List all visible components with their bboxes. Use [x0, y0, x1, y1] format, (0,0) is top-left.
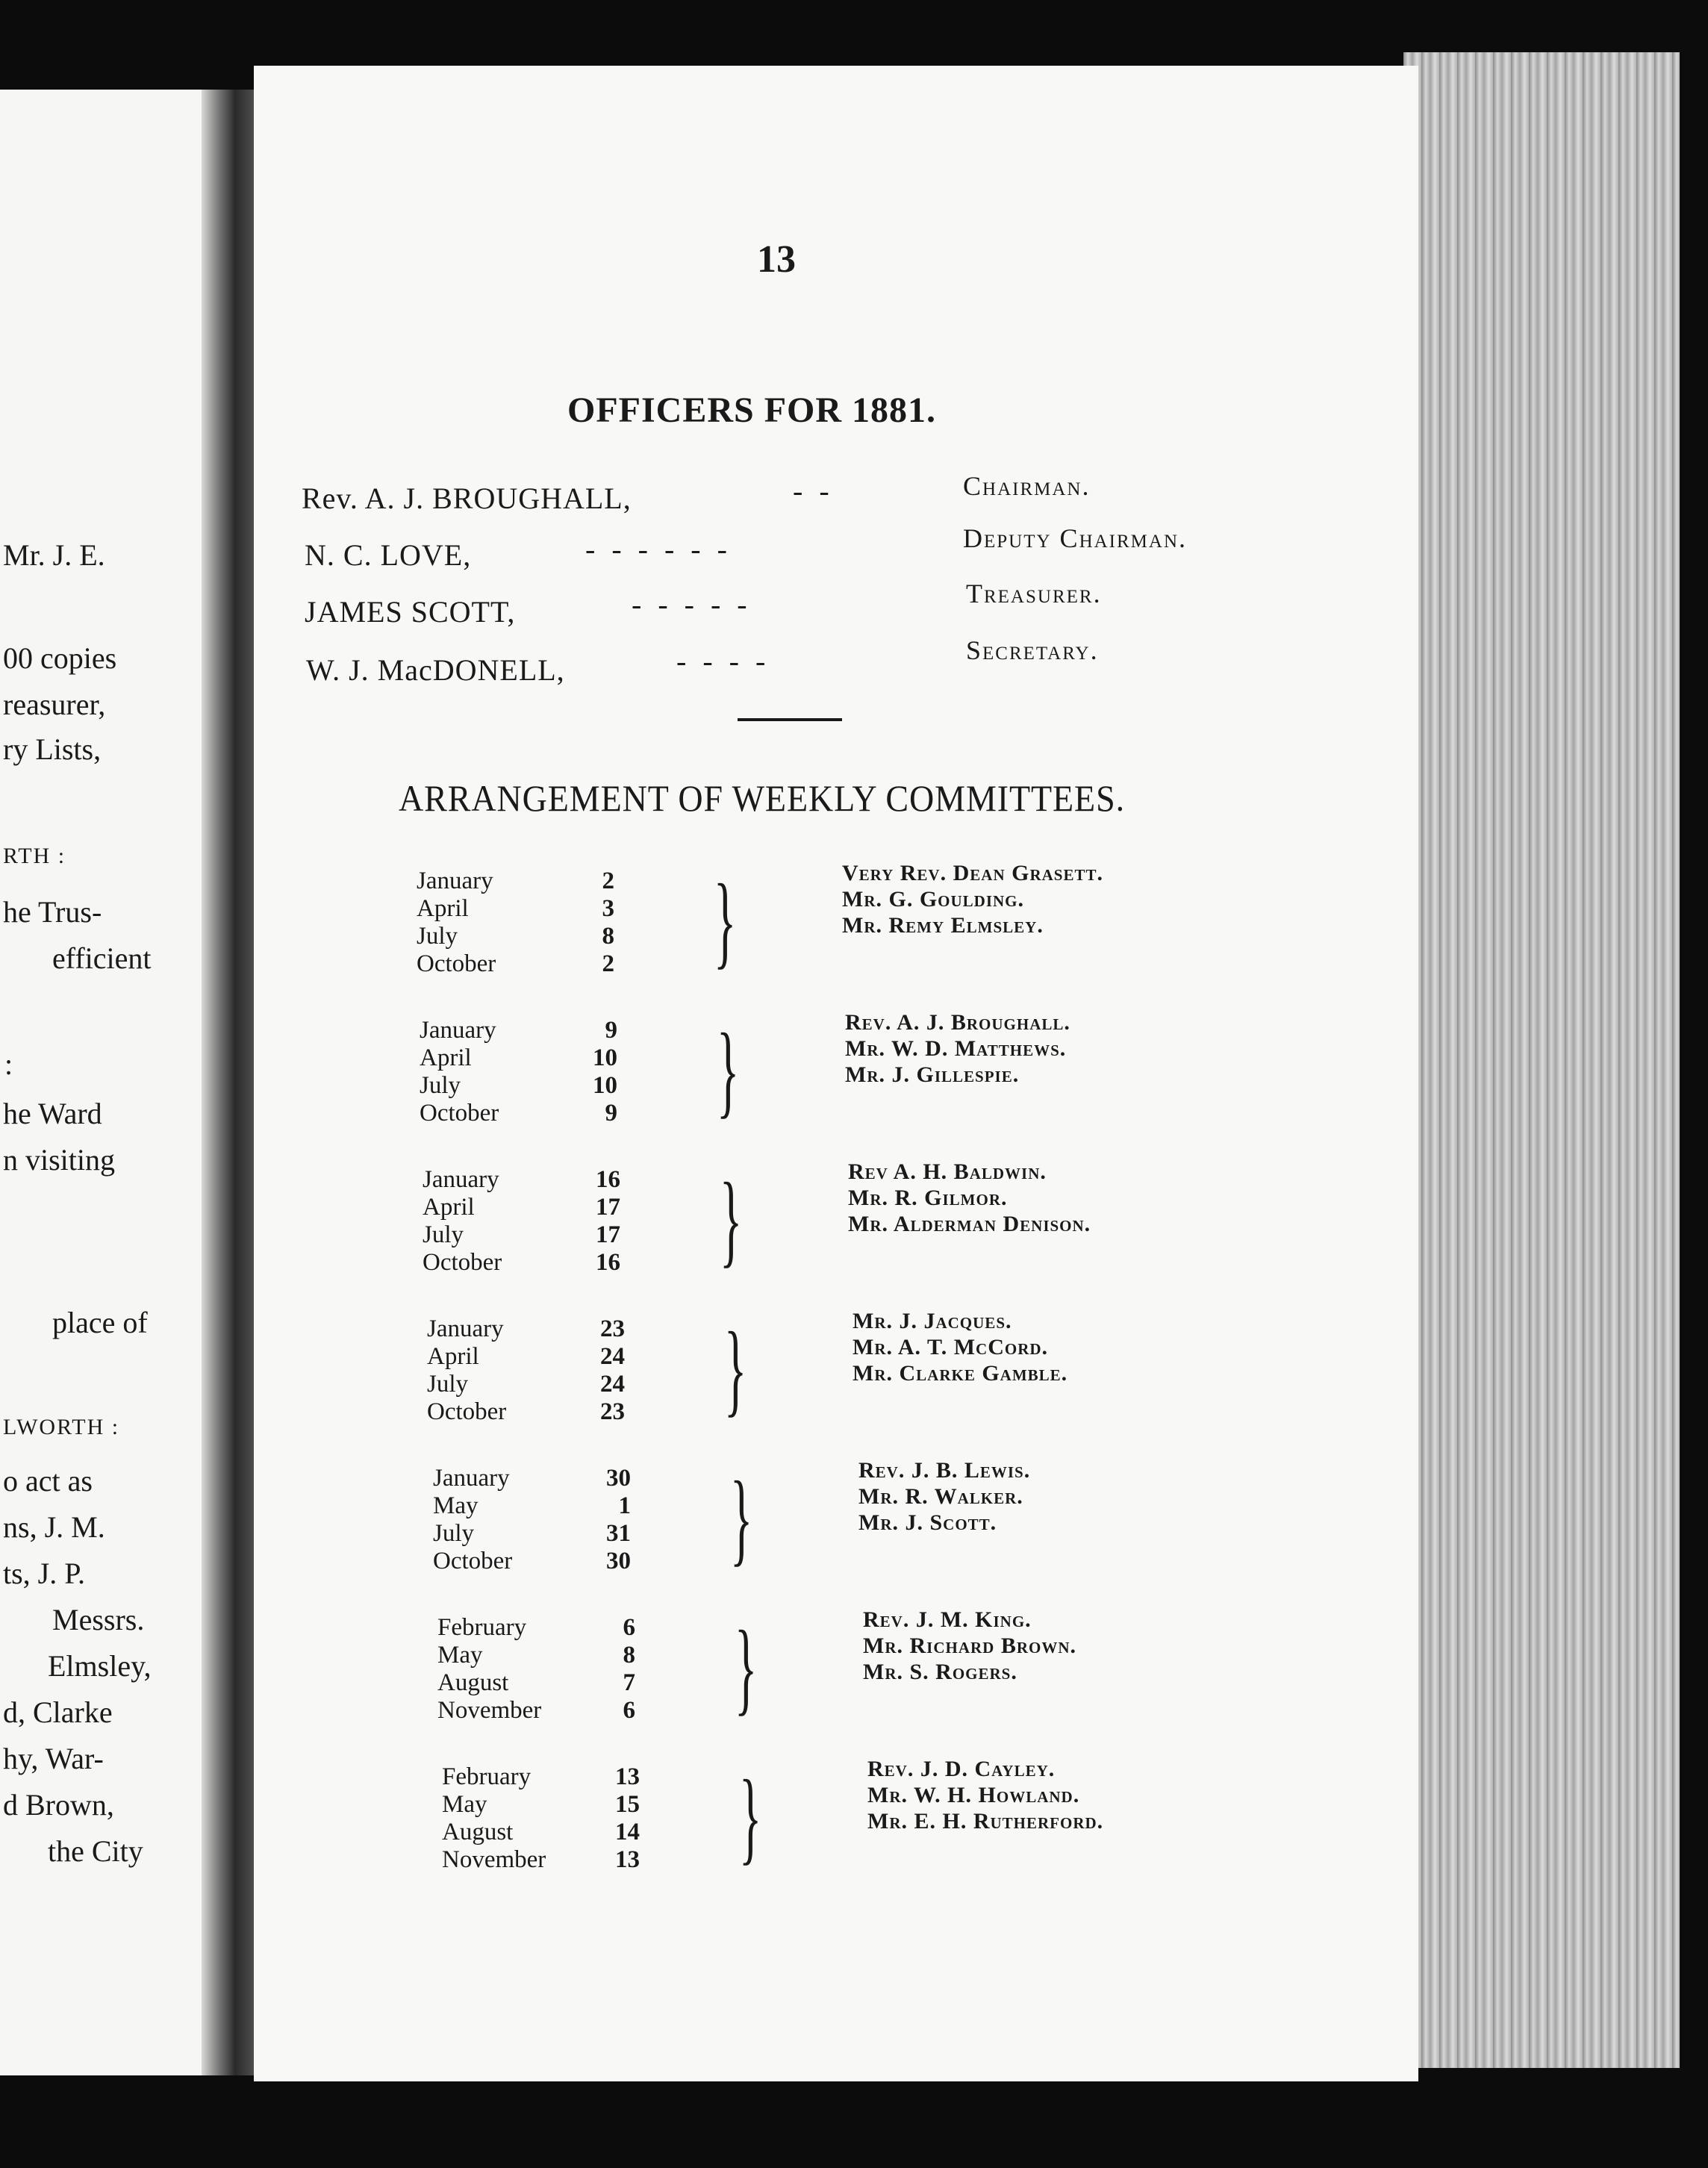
committee-member: Mr. G. Goulding.	[842, 887, 1024, 912]
left-page-text: ts, J. P.	[3, 1557, 86, 1590]
committee-day: 9	[605, 1100, 617, 1127]
left-page-text: Mr. J. E.	[3, 538, 105, 572]
committee-month: October	[423, 1249, 502, 1276]
left-page-text: Elmsley,	[48, 1649, 152, 1683]
committee-month: May	[433, 1492, 479, 1519]
page-edges	[1403, 52, 1702, 2068]
left-page-text: place of	[52, 1306, 148, 1339]
committee-months	[442, 1763, 546, 1874]
committee-days	[598, 1614, 635, 1725]
committee-members	[867, 1756, 1103, 1834]
committee-day: 15	[615, 1791, 640, 1818]
committee-day: 1	[618, 1492, 631, 1519]
committee-day: 24	[600, 1371, 625, 1398]
committee-days	[583, 1166, 620, 1277]
committee-member: Mr. E. H. Rutherford.	[867, 1809, 1104, 1834]
committee-members	[853, 1308, 1068, 1386]
committee-month: November	[442, 1846, 546, 1873]
committee-month: August	[442, 1819, 514, 1845]
left-page-text: he Ward	[3, 1097, 102, 1130]
left-page-text: :	[4, 1047, 13, 1081]
committee-member: Rev. A. J. Broughall.	[845, 1010, 1070, 1035]
committee-day: 31	[606, 1520, 631, 1547]
committee-month: July	[433, 1520, 475, 1547]
committee-day: 30	[606, 1548, 631, 1574]
left-page-text: reasurer,	[3, 688, 106, 721]
committee-day: 14	[615, 1819, 640, 1845]
committee-day: 3	[602, 895, 614, 922]
committee-days	[577, 867, 614, 978]
left-page-text: o act as	[3, 1464, 93, 1498]
committee-day: 10	[593, 1072, 617, 1099]
left-page-text: 00 copies	[3, 641, 117, 675]
officer-dashes: - - - -	[676, 644, 770, 678]
officers-title: OFFICERS FOR 1881.	[567, 390, 937, 430]
committee-day: 2	[602, 867, 614, 894]
left-page	[0, 90, 209, 2075]
officer-dashes: - - - - - -	[585, 532, 732, 566]
committee-month: April	[427, 1343, 479, 1370]
committee-day: 2	[602, 950, 614, 977]
committee-month: April	[417, 895, 469, 922]
committee-months	[437, 1614, 542, 1725]
left-page-text: d Brown,	[3, 1788, 114, 1822]
committee-day: 30	[606, 1465, 631, 1492]
committee-members	[858, 1457, 1030, 1536]
officer-role: Deputy Chairman.	[963, 523, 1188, 553]
committee-day: 23	[600, 1398, 625, 1425]
committee-member: Mr. Remy Elmsley.	[842, 913, 1044, 938]
left-page-text: efficient	[52, 941, 152, 975]
committee-day: 6	[623, 1697, 635, 1724]
committee-month: January	[420, 1017, 496, 1044]
left-page-text: ry Lists,	[3, 732, 102, 766]
committee-day: 8	[602, 923, 614, 950]
committee-group	[427, 1309, 1248, 1435]
committee-month: January	[423, 1166, 499, 1193]
committee-month: July	[427, 1371, 469, 1398]
committee-member: Mr. W. D. Matthews.	[845, 1036, 1067, 1061]
committee-month: May	[442, 1791, 487, 1818]
officer-name: Rev. A. J. BROUGHALL,	[302, 482, 632, 515]
officer-dashes: - -	[793, 474, 834, 508]
committee-day: 23	[600, 1315, 625, 1342]
committee-group	[417, 861, 1238, 987]
committee-members	[863, 1607, 1076, 1685]
left-page-text: Messrs.	[52, 1603, 145, 1636]
committee-member: Mr. Alderman Denison.	[848, 1212, 1091, 1236]
committee-months	[423, 1166, 520, 1277]
officer-dashes: - - - - -	[632, 588, 752, 621]
committee-members	[848, 1159, 1091, 1237]
left-page-text: LWORTH :	[3, 1415, 120, 1439]
committee-members	[845, 1009, 1070, 1088]
committee-day: 13	[615, 1763, 640, 1790]
committee-group	[423, 1159, 1244, 1286]
committee-day: 16	[596, 1249, 620, 1276]
committee-day: 17	[596, 1194, 620, 1221]
committee-month: July	[423, 1221, 464, 1248]
committee-month: January	[427, 1315, 504, 1342]
committee-member: Mr. J. Gillespie.	[845, 1062, 1020, 1087]
brace-icon: }	[739, 1759, 762, 1875]
section-divider	[738, 718, 842, 721]
committee-months	[433, 1465, 530, 1575]
brace-icon: }	[735, 1610, 758, 1725]
committee-month: April	[420, 1044, 472, 1071]
officer-role: Secretary.	[966, 635, 1099, 665]
edge-shadow	[1680, 45, 1708, 2075]
committee-months	[417, 867, 514, 978]
left-page-text: n visiting	[3, 1143, 116, 1177]
brace-icon: }	[717, 1012, 740, 1128]
committee-month: November	[437, 1697, 542, 1724]
left-page-text: the City	[48, 1834, 143, 1868]
committee-month: August	[437, 1669, 509, 1696]
committee-month: February	[442, 1763, 532, 1790]
brace-icon: }	[730, 1460, 753, 1576]
committee-group	[437, 1607, 1259, 1734]
committee-month: January	[417, 867, 493, 894]
left-page-text: ns, J. M.	[3, 1510, 105, 1544]
page-number: 13	[757, 238, 796, 281]
committee-month: October	[417, 950, 496, 977]
committee-member: Rev A. H. Baldwin.	[848, 1159, 1047, 1184]
committee-member: Mr. Richard Brown.	[863, 1633, 1076, 1658]
committee-members	[842, 860, 1103, 938]
committee-day: 17	[596, 1221, 620, 1248]
committee-day: 10	[593, 1044, 617, 1071]
committee-member: Rev. J. B. Lewis.	[858, 1458, 1031, 1483]
committee-day: 7	[623, 1669, 635, 1696]
committee-days	[587, 1315, 625, 1426]
committee-group	[442, 1757, 1263, 1883]
committee-days	[593, 1465, 631, 1575]
brace-icon: }	[720, 1162, 743, 1277]
committee-member: Rev. J. D. Cayley.	[867, 1757, 1056, 1781]
committee-day: 9	[605, 1017, 617, 1044]
committee-member: Very Rev. Dean Grasett.	[842, 861, 1103, 885]
committee-group	[420, 1010, 1241, 1136]
committee-month: May	[437, 1642, 483, 1669]
committee-group	[433, 1458, 1254, 1584]
brace-icon: }	[714, 863, 737, 979]
committee-day: 24	[600, 1343, 625, 1370]
committee-month: October	[433, 1548, 513, 1574]
committee-member: Rev. J. M. King.	[863, 1607, 1032, 1632]
committee-member: Mr. R. Gilmor.	[848, 1186, 1008, 1210]
committees-title: ARRANGEMENT OF WEEKLY COMMITTEES.	[399, 777, 1126, 819]
committee-days	[602, 1763, 640, 1874]
committee-months	[427, 1315, 524, 1426]
officer-role: Chairman.	[963, 471, 1091, 501]
officer-name: N. C. LOVE,	[305, 538, 472, 572]
committee-month: October	[427, 1398, 507, 1425]
left-page-text: hy, War-	[3, 1742, 104, 1775]
committee-months	[420, 1017, 517, 1127]
committee-month: February	[437, 1614, 527, 1641]
committee-member: Mr. J. Scott.	[858, 1510, 997, 1535]
committee-member: Mr. Clarke Gamble.	[853, 1361, 1068, 1386]
committee-month: April	[423, 1194, 475, 1221]
committee-member: Mr. W. H. Howland.	[867, 1783, 1080, 1807]
committee-day: 16	[596, 1166, 620, 1193]
committee-member: Mr. A. T. McCord.	[853, 1335, 1049, 1359]
committee-member: Mr. S. Rogers.	[863, 1660, 1017, 1684]
committee-month: July	[420, 1072, 461, 1099]
officer-role: Treasurer.	[966, 579, 1102, 608]
left-page-text: he Trus-	[3, 895, 102, 929]
officer-name: JAMES SCOTT,	[305, 595, 516, 629]
left-page-text: d, Clarke	[3, 1695, 113, 1729]
officer-name: W. J. MacDONELL,	[306, 653, 565, 687]
left-page-text: RTH :	[3, 844, 66, 868]
committee-days	[580, 1017, 617, 1127]
brace-icon: }	[724, 1311, 747, 1427]
committee-member: Mr. R. Walker.	[858, 1484, 1023, 1509]
committee-member: Mr. J. Jacques.	[853, 1309, 1012, 1333]
committee-day: 8	[623, 1642, 635, 1669]
committee-month: January	[433, 1465, 510, 1492]
committee-day: 13	[615, 1846, 640, 1873]
committee-month: October	[420, 1100, 499, 1127]
book-gutter	[202, 90, 258, 2075]
committee-day: 6	[623, 1614, 635, 1641]
committee-month: July	[417, 923, 458, 950]
